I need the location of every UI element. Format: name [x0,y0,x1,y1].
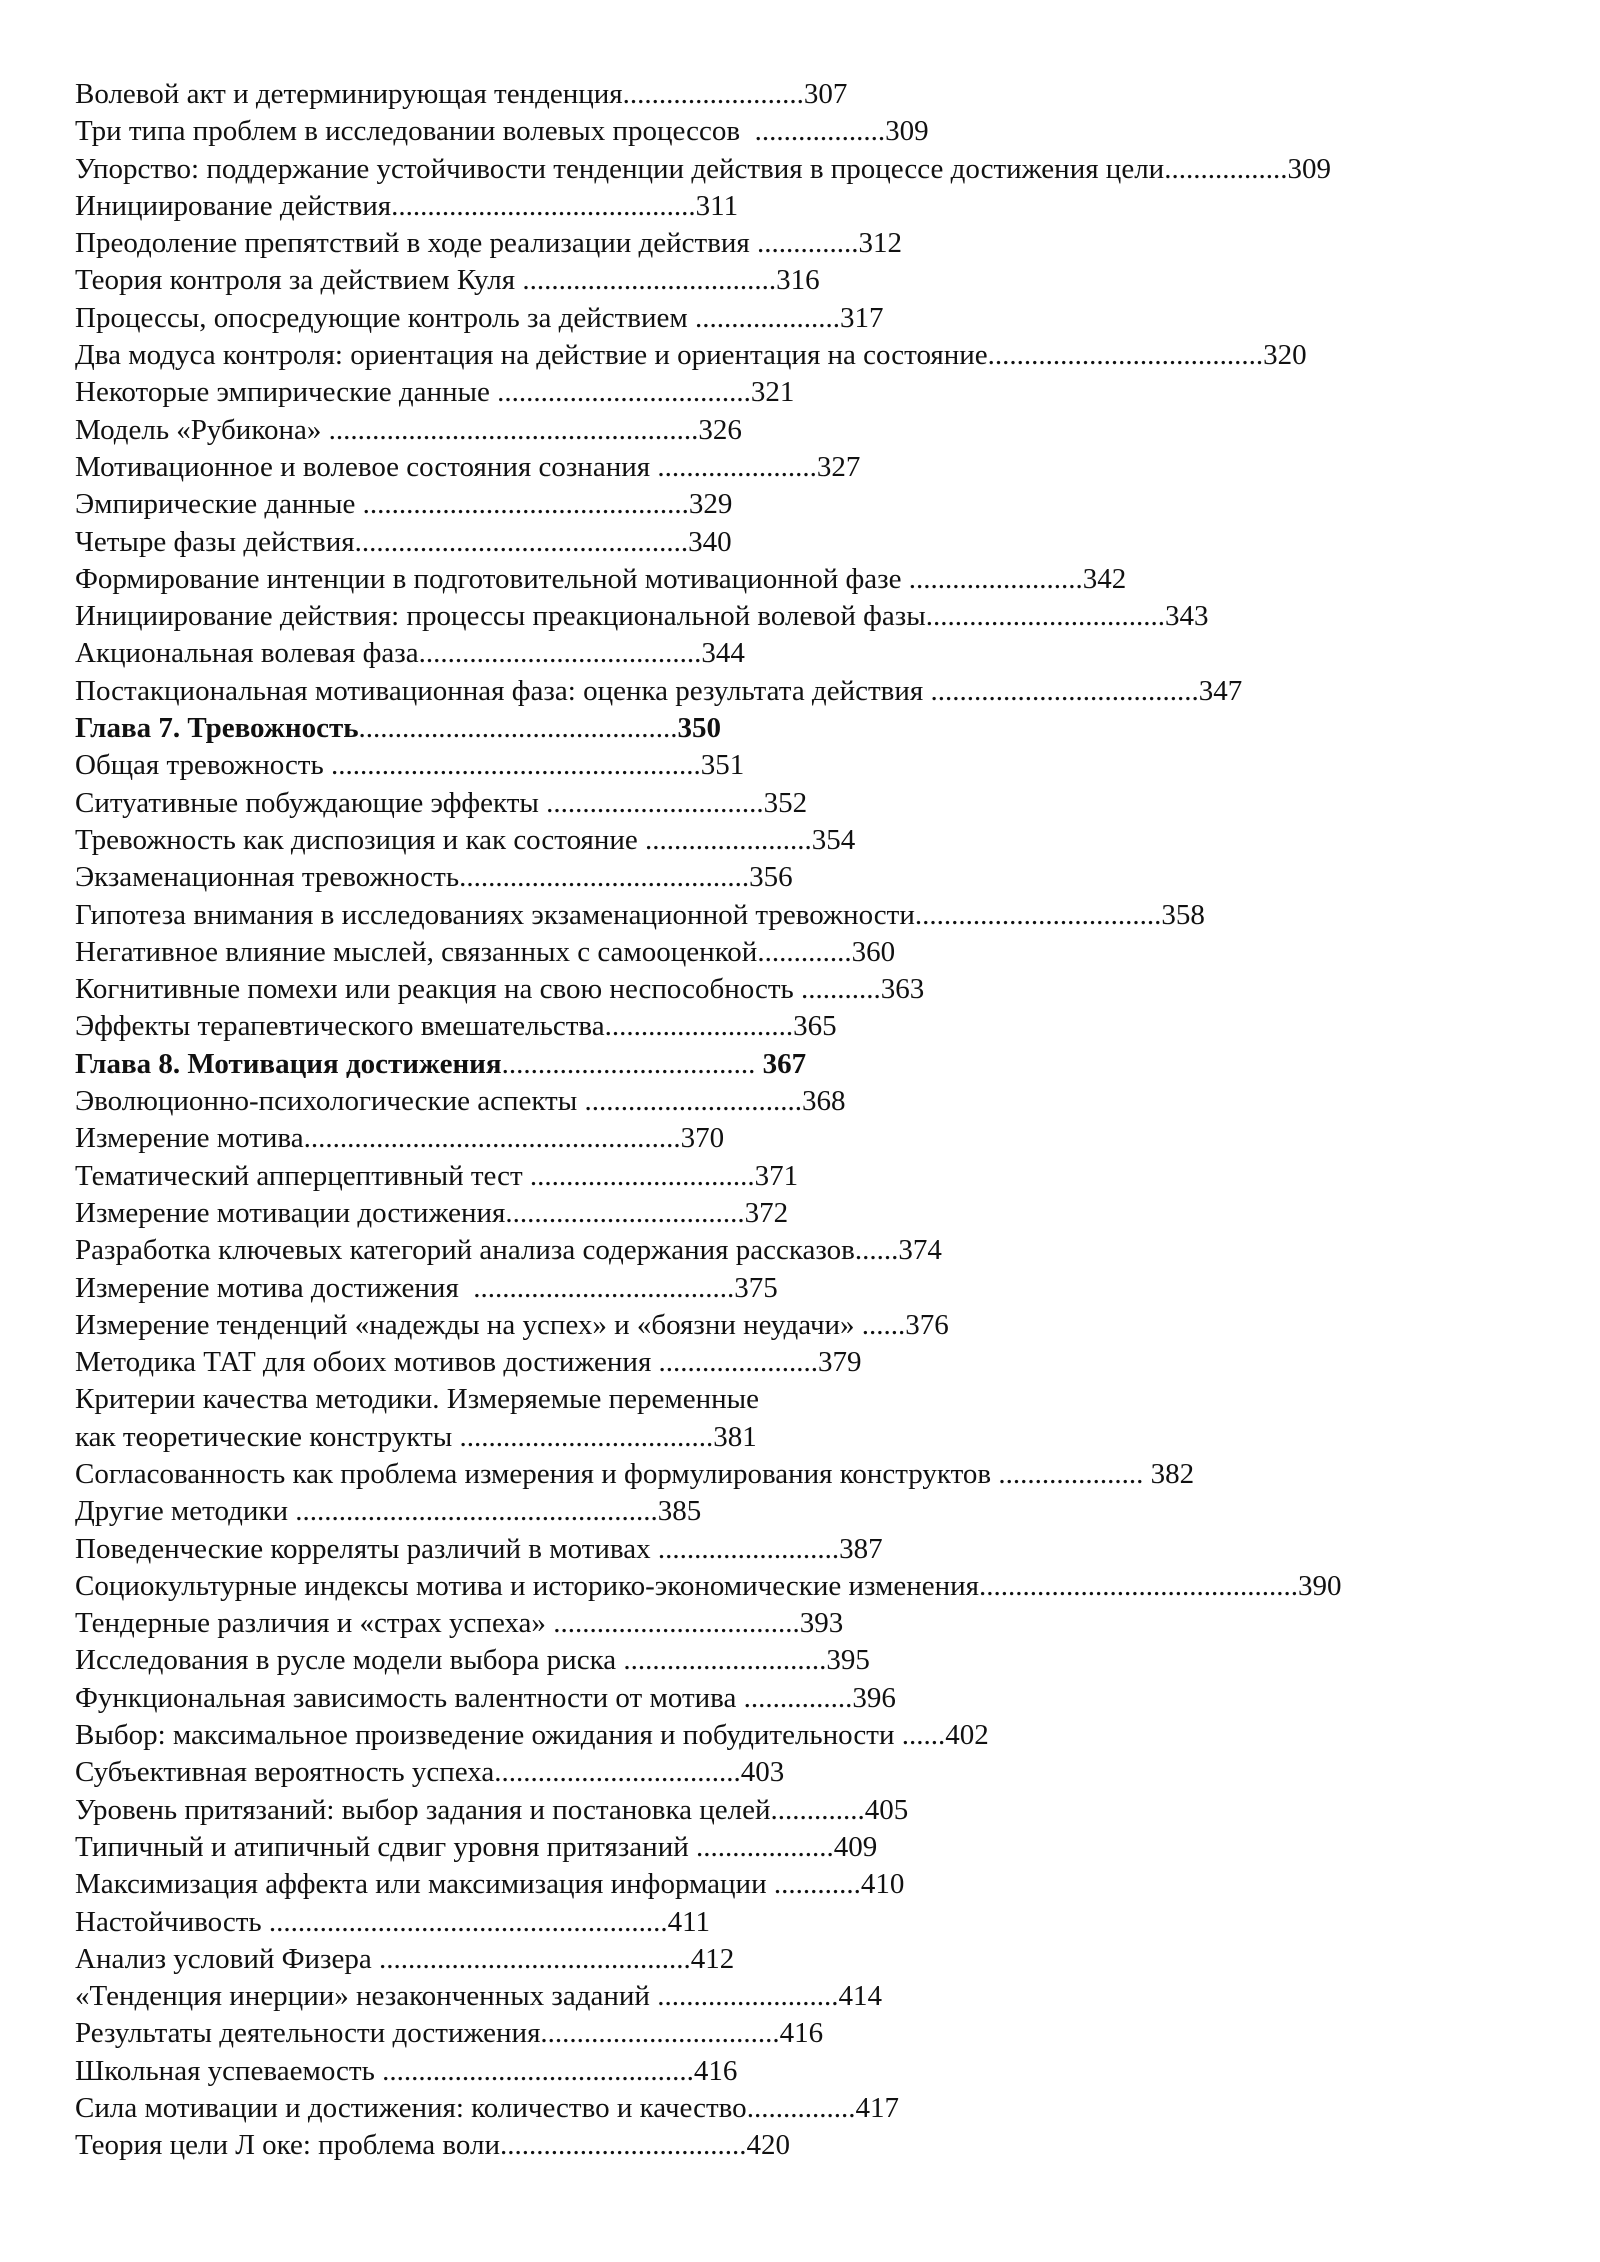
toc-leader-dots: ........... [801,973,881,1006]
toc-entry-title: Другие методики [75,1495,296,1528]
toc-page-number: 420 [746,2129,790,2162]
toc-leader-dots: .............. [757,227,859,260]
toc-entry [75,1717,1575,1754]
toc-entry-title: Постакциональная мотивационная фаза: оценка результата действия [75,674,931,707]
toc-entry-title: Анализ условий Физера [75,1942,379,1975]
toc-leader-dots: ...... [854,1234,899,1267]
toc-entry-title: Согласованность как проблема измерения и формулирования конструктов [75,1457,999,1490]
toc-page-number: 321 [750,376,795,409]
toc-entry [75,2015,1575,2052]
toc-leader-dots: ........................................... [379,1942,691,1975]
toc-leader-dots: ......................... [657,1532,840,1565]
toc-entry-title: Эволюционно-психологические аспекты [75,1085,585,1118]
toc-page-number: 351 [700,749,745,782]
table-of-contents [75,76,1575,2165]
toc-entry [75,747,1575,784]
toc-entry [75,76,1575,113]
toc-leader-dots: ........................ [908,562,1083,595]
toc-entry-title: Типичный и атипичный сдвиг уровня притязаний [75,1830,696,1863]
toc-entry-title: Результаты деятельности достижения [75,2017,541,2050]
toc-entry [75,2127,1575,2164]
toc-entry [75,1493,1575,1530]
toc-entry-title: Общая тревожность [75,749,331,782]
toc-page-number: 354 [811,823,856,856]
toc-entry [75,1978,1575,2015]
toc-entry [75,897,1575,934]
toc-entry [75,598,1575,635]
toc-page-number: 405 [864,1793,909,1826]
toc-page-number: 387 [839,1532,883,1565]
toc-leader-dots: .......................................... [391,189,696,222]
toc-entry-title: Упорство: поддержание устойчивости тенденции действия в процессе достижения цели [75,152,1165,185]
toc-entry [75,2053,1575,2090]
toc-entry [75,1941,1575,1978]
toc-leader-dots: ..................................... [930,674,1199,707]
toc-entry [75,2090,1575,2127]
toc-entry-title: Поведенческие корреляты различий в мотивах [75,1532,658,1565]
toc-leader-dots: ................................... [522,264,777,297]
toc-entry [75,1904,1575,1941]
toc-entry [75,934,1575,971]
toc-entry-title: Теория контроля за действием Куля [75,264,523,297]
toc-entry [75,1531,1575,1568]
toc-page-number: 381 [713,1420,757,1453]
toc-page-number: 317 [839,301,884,334]
toc-leader-dots: ............. [770,1793,865,1826]
toc-leader-dots: ...................... [658,1346,819,1379]
toc-entry [75,1866,1575,1903]
toc-leader-dots: .............................. [584,1085,802,1118]
toc-entry [75,561,1575,598]
toc-entry-title: «Тенденция инерции» незаконченных заданий [75,1980,658,2013]
toc-leader-dots: ............................................ [358,712,678,745]
toc-page-number: 368 [801,1085,846,1118]
toc-page-number: 365 [793,1010,837,1043]
toc-page-number: 376 [905,1308,949,1341]
toc-entry-title: Волевой акт и детерминирующая тенденция [75,78,623,110]
toc-leader-dots: ................... [695,1830,834,1863]
toc-entry-title: Акциональная волевая фаза [75,637,419,670]
toc-entry [75,412,1575,449]
toc-entry-title: Модель «Рубикона» [75,413,329,446]
toc-page-number: 370 [680,1122,725,1155]
toc-page-number: 309 [1287,152,1331,185]
toc-page-number: 396 [852,1681,896,1714]
toc-entry [75,524,1575,561]
toc-entry-title: Процессы, опосредующие контроль за действием [75,301,695,334]
toc-leader-dots: .................................. [499,2129,747,2162]
toc-page-number: 372 [744,1196,789,1229]
toc-entry-title: Методика ТАТ для обоих мотивов достижения [75,1346,659,1379]
toc-leader-dots: ....................................... [418,637,702,670]
toc-entry-title: Четыре фазы действия [75,525,355,558]
toc-leader-dots: .................. [754,115,886,148]
toc-entry-title: Глава 8. Мотивация достижения [75,1047,502,1080]
toc-page-number: 375 [734,1271,778,1304]
toc-entry [75,1008,1575,1045]
toc-leader-dots: .......................... [604,1010,794,1043]
toc-entry-title: Школьная успеваемость [75,2054,383,2087]
toc-leader-dots: .............................................. [354,525,689,558]
toc-page-number: 307 [803,78,848,110]
toc-entry [75,1642,1575,1679]
toc-leader-dots: ...................... [657,450,817,483]
toc-entry-title: Эмпирические данные [75,488,363,521]
toc-entry [75,1680,1575,1717]
toc-leader-dots: ................................... [497,376,751,409]
toc-entry [75,188,1575,225]
toc-page-number: 327 [816,450,861,483]
toc-entry-title: Уровень притязаний: выбор задания и постановка целей [75,1793,771,1826]
toc-page-number: 350 [677,712,722,745]
toc-leader-dots: ............... [743,1681,853,1714]
toc-entry-title: Мотивационное и волевое состояния сознания [75,450,658,483]
toc-entry-title: Когнитивные помехи или реакция на свою неспособность [75,973,802,1006]
toc-entry [75,785,1575,822]
toc-leader-dots: .................................... [473,1271,735,1304]
toc-page-number: 412 [690,1942,735,1975]
toc-entry [75,1307,1575,1344]
toc-leader-dots: ....................... [645,823,812,856]
toc-entry-title: Гипотеза внимания в исследованиях экзаменационной тревожности [75,898,915,931]
toc-leader-dots: .................................................... [303,1122,681,1155]
toc-entry-title: Разработка ключевых категорий анализа содержания рассказов [75,1234,855,1267]
toc-leader-dots: ...................................... [987,339,1264,372]
toc-entry-title: Измерение тенденций «надежды на успех» и «боязни неудачи» [75,1308,862,1341]
toc-leader-dots: ........................................... [382,2054,694,2087]
toc-entry [75,673,1575,710]
toc-entry [75,1083,1575,1120]
toc-entry [75,225,1575,262]
toc-entry-title: Эффекты терапевтического вмешательства [75,1010,605,1043]
toc-entry [75,1568,1575,1605]
toc-entry-title: Некоторые эмпирические данные [75,376,498,409]
toc-page-number: 374 [898,1234,942,1267]
toc-page-number: 340 [688,525,732,558]
toc-entry [75,1419,1575,1456]
toc-leader-dots: ....................................................... [268,1905,668,1938]
toc-entry [75,113,1575,150]
toc-page-number: 390 [1298,1569,1342,1602]
toc-page-number: 360 [851,935,896,968]
toc-entry [75,449,1575,486]
toc-entry-title: Субъективная вероятность успеха [75,1756,495,1789]
toc-entry [75,1754,1575,1791]
toc-leader-dots: ................................................... [330,749,701,782]
toc-entry [75,374,1575,411]
toc-page-number: 395 [826,1644,870,1677]
toc-page-number: 312 [858,227,903,260]
toc-entry-title: Тендерные различия и «страх успеха» [75,1607,554,1640]
toc-page-number: 410 [860,1868,905,1901]
toc-leader-dots: .................................. [914,898,1162,931]
toc-leader-dots: ...... [901,1719,946,1752]
toc-page-number: 363 [880,973,925,1006]
toc-entry-title: Негативное влияние мыслей, связанных с самооценкой [75,935,758,968]
toc-leader-dots: ............. [757,935,852,968]
toc-page-number: 329 [688,488,733,521]
toc-entry-title: Критерии качества методики. Измеряемые переменные [75,1383,760,1416]
toc-entry-title: Измерение мотивации достижения [75,1196,506,1229]
toc-leader-dots: ......................... [657,1980,839,2013]
toc-entry-title: Функциональная зависимость валентности от мотива [75,1681,744,1714]
toc-entry-title: Инициирование действия [75,189,392,222]
toc-entry-title: Выбор: максимальное произведение ожидания и побудительности [75,1719,902,1752]
toc-page-number: 326 [698,413,742,446]
toc-entry-title: Экзаменационная тревожность [75,861,460,894]
toc-page-number: 393 [799,1607,844,1640]
toc-entry-title: Настойчивость [75,1905,269,1938]
toc-page-number: 316 [776,264,820,297]
toc-entry-title: Исследования в русле модели выбора риска [75,1644,624,1677]
toc-entry-title: Тревожность как диспозиция и как состояние [75,823,646,856]
toc-leader-dots: .................................................. [295,1495,658,1528]
toc-leader-dots: ................. [1164,152,1288,185]
toc-entry-title: Социокультурные индексы мотива и историко-экономические изменения [75,1569,980,1602]
toc-leader-dots: ................................... [501,1047,763,1080]
toc-page-number: 343 [1165,600,1209,633]
toc-leader-dots: ........................................ [459,861,750,894]
toc-entry [75,1195,1575,1232]
toc-leader-dots: ................................. [505,1196,745,1229]
toc-entry [75,859,1575,896]
toc-page-number: 311 [695,189,739,222]
toc-leader-dots: ............................................ [979,1569,1299,1602]
toc-entry [75,1158,1575,1195]
toc-entry-title: Измерение мотива [75,1122,304,1155]
toc-leader-dots: ............................ [623,1644,827,1677]
toc-entry-title: Преодоление препятствий в ходе реализации действия [75,227,758,260]
toc-entry [75,1792,1575,1829]
toc-entry [75,337,1575,374]
toc-entry [75,1344,1575,1381]
toc-leader-dots: ...... [861,1308,906,1341]
toc-chapter-heading [75,1046,1575,1083]
toc-leader-dots: ............................... [529,1159,755,1192]
toc-entry [75,1829,1575,1866]
toc-entry [75,1270,1575,1307]
toc-leader-dots: ................................. [925,600,1165,633]
toc-entry [75,262,1575,299]
toc-page-number: 414 [838,1980,882,2013]
toc-entry [75,1232,1575,1269]
toc-entry [75,486,1575,523]
toc-page-number: 347 [1198,674,1243,707]
toc-entry [75,1605,1575,1642]
toc-page-number: 385 [657,1495,702,1528]
toc-page-number: 379 [818,1346,862,1379]
toc-entry [75,300,1575,337]
toc-entry-title: Максимизация аффекта или максимизация информации [75,1868,774,1901]
toc-leader-dots: ................................. [540,2017,780,2050]
toc-entry-title: Три типа проблем в исследовании волевых процессов [75,115,755,148]
toc-leader-dots: .............................. [546,786,764,819]
toc-page-number: 309 [885,115,929,148]
toc-page-number: 344 [701,637,745,670]
toc-leader-dots: .................... [694,301,840,334]
toc-entry-title: Измерение мотива достижения [75,1271,474,1304]
toc-entry [75,635,1575,672]
toc-entry [75,971,1575,1008]
toc-entry-title: Глава 7. Тревожность [75,712,359,745]
toc-page-number: 367 [762,1047,807,1080]
toc-entry-title: Сила мотивации и достижения: количество и качество [75,2092,747,2125]
toc-page-number: 403 [740,1756,785,1789]
toc-entry-title: Теория цели Л оке: проблема воли [75,2129,500,2162]
toc-leader-dots: ............... [746,2092,856,2125]
toc-leader-dots: ................................................... [328,413,699,446]
toc-leader-dots: .................................. [553,1607,800,1640]
toc-entry [75,1381,1575,1418]
toc-leader-dots: .................... [998,1457,1151,1490]
toc-page-number: 417 [855,2092,899,2125]
toc-entry-title: как теоретические конструкты [75,1420,460,1453]
toc-page-number: 320 [1263,339,1307,372]
toc-page-number: 352 [763,786,808,819]
toc-page-number: 416 [693,2054,738,2087]
toc-entry-title: Ситуативные побуждающие эффекты [75,786,547,819]
toc-entry [75,1456,1575,1493]
toc-entry [75,822,1575,859]
toc-entry-title: Инициирование действия: процессы преакциональной волевой фазы [75,600,926,633]
toc-leader-dots: .................................. [494,1756,741,1789]
toc-page-number: 402 [945,1719,989,1752]
toc-page-number: 411 [667,1905,711,1938]
toc-chapter-heading [75,710,1575,747]
toc-entry-title: Формирование интенции в подготовительной мотивационной фазе [75,562,909,595]
toc-entry [75,151,1575,188]
toc-page-number: 409 [833,1830,878,1863]
toc-leader-dots: ................................... [459,1420,714,1453]
toc-page-number: 342 [1082,562,1127,595]
toc-page-number: 382 [1150,1457,1195,1490]
toc-entry [75,1120,1575,1157]
toc-leader-dots: ............................................. [362,488,689,521]
toc-leader-dots: ............ [773,1868,861,1901]
toc-page-number: 371 [754,1159,799,1192]
toc-entry-title: Тематический апперцептивный тест [75,1159,530,1192]
toc-leader-dots: ......................... [622,78,804,110]
toc-page-number: 416 [779,2017,824,2050]
toc-page-number: 358 [1161,898,1205,931]
toc-entry-title: Два модуса контроля: ориентация на действие и ориентация на состояние [75,339,988,372]
toc-page-number: 356 [749,861,793,894]
